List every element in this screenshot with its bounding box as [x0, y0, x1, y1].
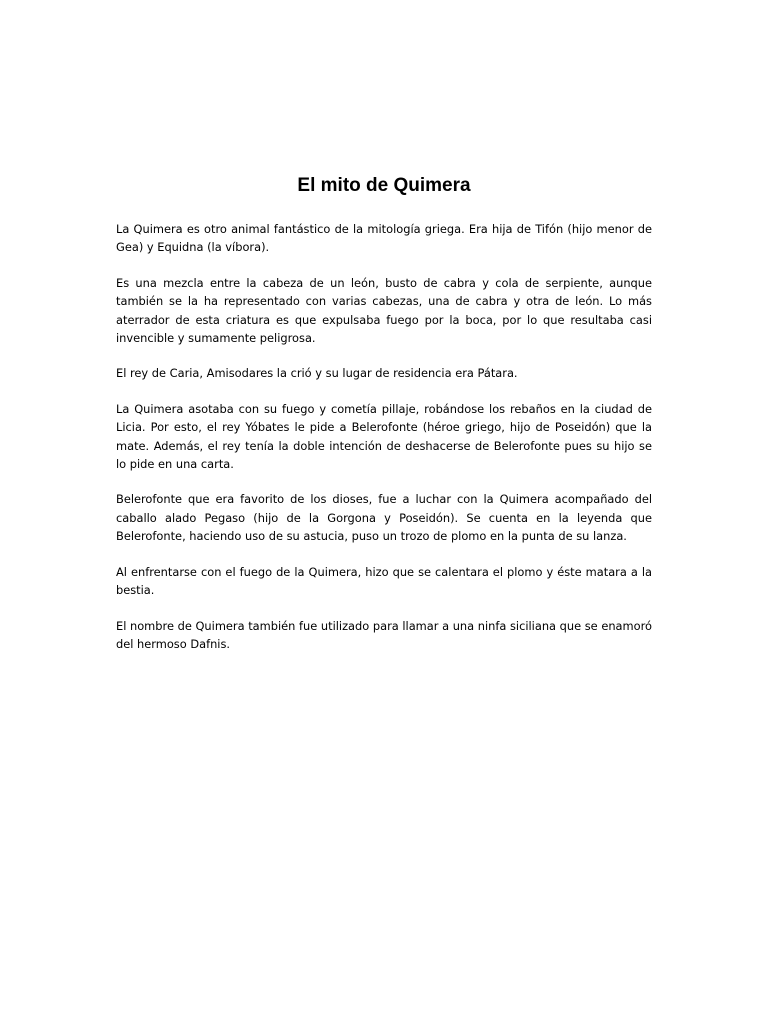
paragraph: Es una mezcla entre la cabeza de un león, busto de cabra y cola de serpiente, aunque también se la ha representado con varias cabezas, una de cabra y otra de león. Lo más aterrador de esta criatura es que expulsaba fuego por la boca, por lo que resultaba casi invencible y sumamente peligrosa.	[116, 275, 652, 346]
paragraph: La Quimera asotaba con su fuego y cometía pillaje, robándose los rebaños en la ciudad de Licia. Por esto, el rey Yóbates le pide a Belerofonte (héroe griego, hijo de Poseidón) que la mate. Además, el rey tenía la doble intención de deshacerse de Belerofonte pues su hijo se lo pide en una carta.	[116, 401, 652, 472]
paragraph: La Quimera es otro animal fantástico de la mitología griega. Era hija de Tifón (hijo menor de Gea) y Equidna (la víbora).	[116, 222, 652, 255]
paragraph: El rey de Caria, Amisodares la crió y su lugar de residencia era Pátara.	[116, 366, 518, 381]
document-title: El mito de Quimera	[297, 175, 471, 196]
paragraph: Belerofonte que era favorito de los dioses, fue a luchar con la Quimera acompañado del caballo alado Pegaso (hijo de la Gorgona y Poseidón). Se cuenta en la leyenda que Belerofonte, haciendo uso de su astucia, puso un trozo de plomo en la punta de su lanza.	[116, 492, 652, 544]
document-body	[116, 220, 652, 670]
paragraph: El nombre de Quimera también fue utilizado para llamar a una ninfa siciliana que se enamoró del hermoso Dafnis.	[116, 618, 652, 651]
paragraph: Al enfrentarse con el fuego de la Quimera, hizo que se calentara el plomo y éste matara a la bestia.	[116, 564, 652, 598]
